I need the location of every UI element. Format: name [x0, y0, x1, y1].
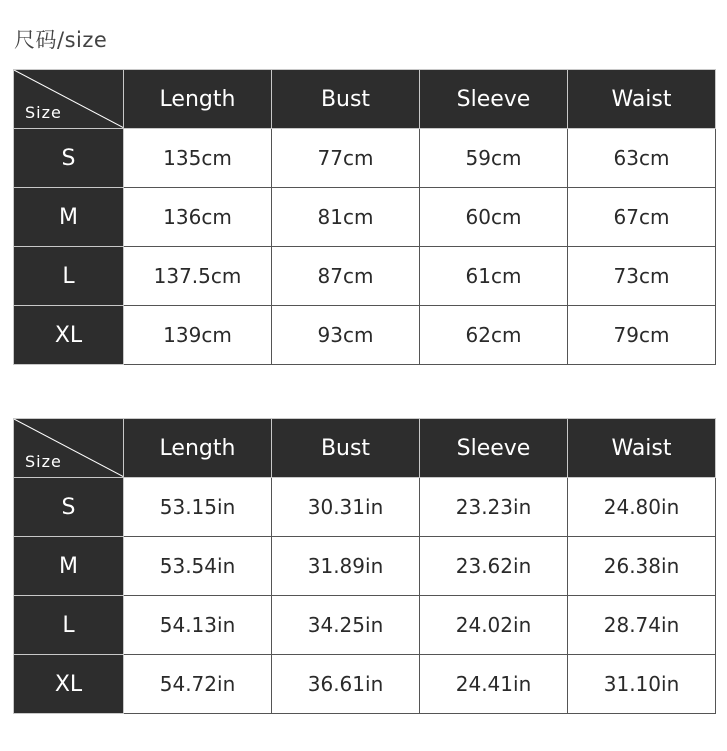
cell-waist: 73cm	[568, 247, 716, 306]
cell-waist: 31.10in	[568, 655, 716, 714]
cell-waist: 24.80in	[568, 478, 716, 537]
page-title: 尺码/size	[14, 28, 108, 52]
header-bust: Bust	[272, 419, 420, 478]
size-label: S	[14, 478, 124, 537]
header-length: Length	[124, 70, 272, 129]
size-label: XL	[14, 306, 124, 365]
size-label: S	[14, 129, 124, 188]
cell-length: 135cm	[124, 129, 272, 188]
cell-length: 54.72in	[124, 655, 272, 714]
corner-cell	[14, 419, 124, 478]
header-row	[14, 70, 716, 129]
cell-waist: 28.74in	[568, 596, 716, 655]
header-waist: Waist	[568, 419, 716, 478]
cell-sleeve: 24.02in	[420, 596, 568, 655]
header-length: Length	[124, 419, 272, 478]
cell-sleeve: 61cm	[420, 247, 568, 306]
header-waist: Waist	[568, 70, 716, 129]
cell-sleeve: 23.23in	[420, 478, 568, 537]
corner-label: Size	[25, 103, 62, 122]
table-row	[14, 478, 716, 537]
cell-bust: 36.61in	[272, 655, 420, 714]
table-row	[14, 306, 716, 365]
header-sleeve: Sleeve	[420, 419, 568, 478]
table-row	[14, 188, 716, 247]
cell-length: 53.15in	[124, 478, 272, 537]
corner-label: Size	[25, 452, 62, 471]
cell-waist: 63cm	[568, 129, 716, 188]
table-row	[14, 655, 716, 714]
table-row	[14, 537, 716, 596]
cell-length: 137.5cm	[124, 247, 272, 306]
cell-waist: 67cm	[568, 188, 716, 247]
cell-bust: 30.31in	[272, 478, 420, 537]
cell-sleeve: 24.41in	[420, 655, 568, 714]
size-label: XL	[14, 655, 124, 714]
corner-cell	[14, 70, 124, 129]
size-label: L	[14, 596, 124, 655]
cell-length: 53.54in	[124, 537, 272, 596]
cell-bust: 87cm	[272, 247, 420, 306]
size-label: M	[14, 537, 124, 596]
size-table-in	[13, 418, 716, 714]
cell-sleeve: 60cm	[420, 188, 568, 247]
cell-sleeve: 59cm	[420, 129, 568, 188]
cell-bust: 31.89in	[272, 537, 420, 596]
header-bust: Bust	[272, 70, 420, 129]
cell-waist: 26.38in	[568, 537, 716, 596]
table-row	[14, 596, 716, 655]
header-sleeve: Sleeve	[420, 70, 568, 129]
size-label: M	[14, 188, 124, 247]
header-row	[14, 419, 716, 478]
cell-length: 136cm	[124, 188, 272, 247]
cell-sleeve: 23.62in	[420, 537, 568, 596]
cell-bust: 77cm	[272, 129, 420, 188]
size-table-cm	[13, 69, 716, 365]
table-row	[14, 129, 716, 188]
cell-bust: 81cm	[272, 188, 420, 247]
size-label: L	[14, 247, 124, 306]
cell-bust: 93cm	[272, 306, 420, 365]
cell-waist: 79cm	[568, 306, 716, 365]
cell-bust: 34.25in	[272, 596, 420, 655]
table-row	[14, 247, 716, 306]
cell-length: 54.13in	[124, 596, 272, 655]
cell-sleeve: 62cm	[420, 306, 568, 365]
cell-length: 139cm	[124, 306, 272, 365]
